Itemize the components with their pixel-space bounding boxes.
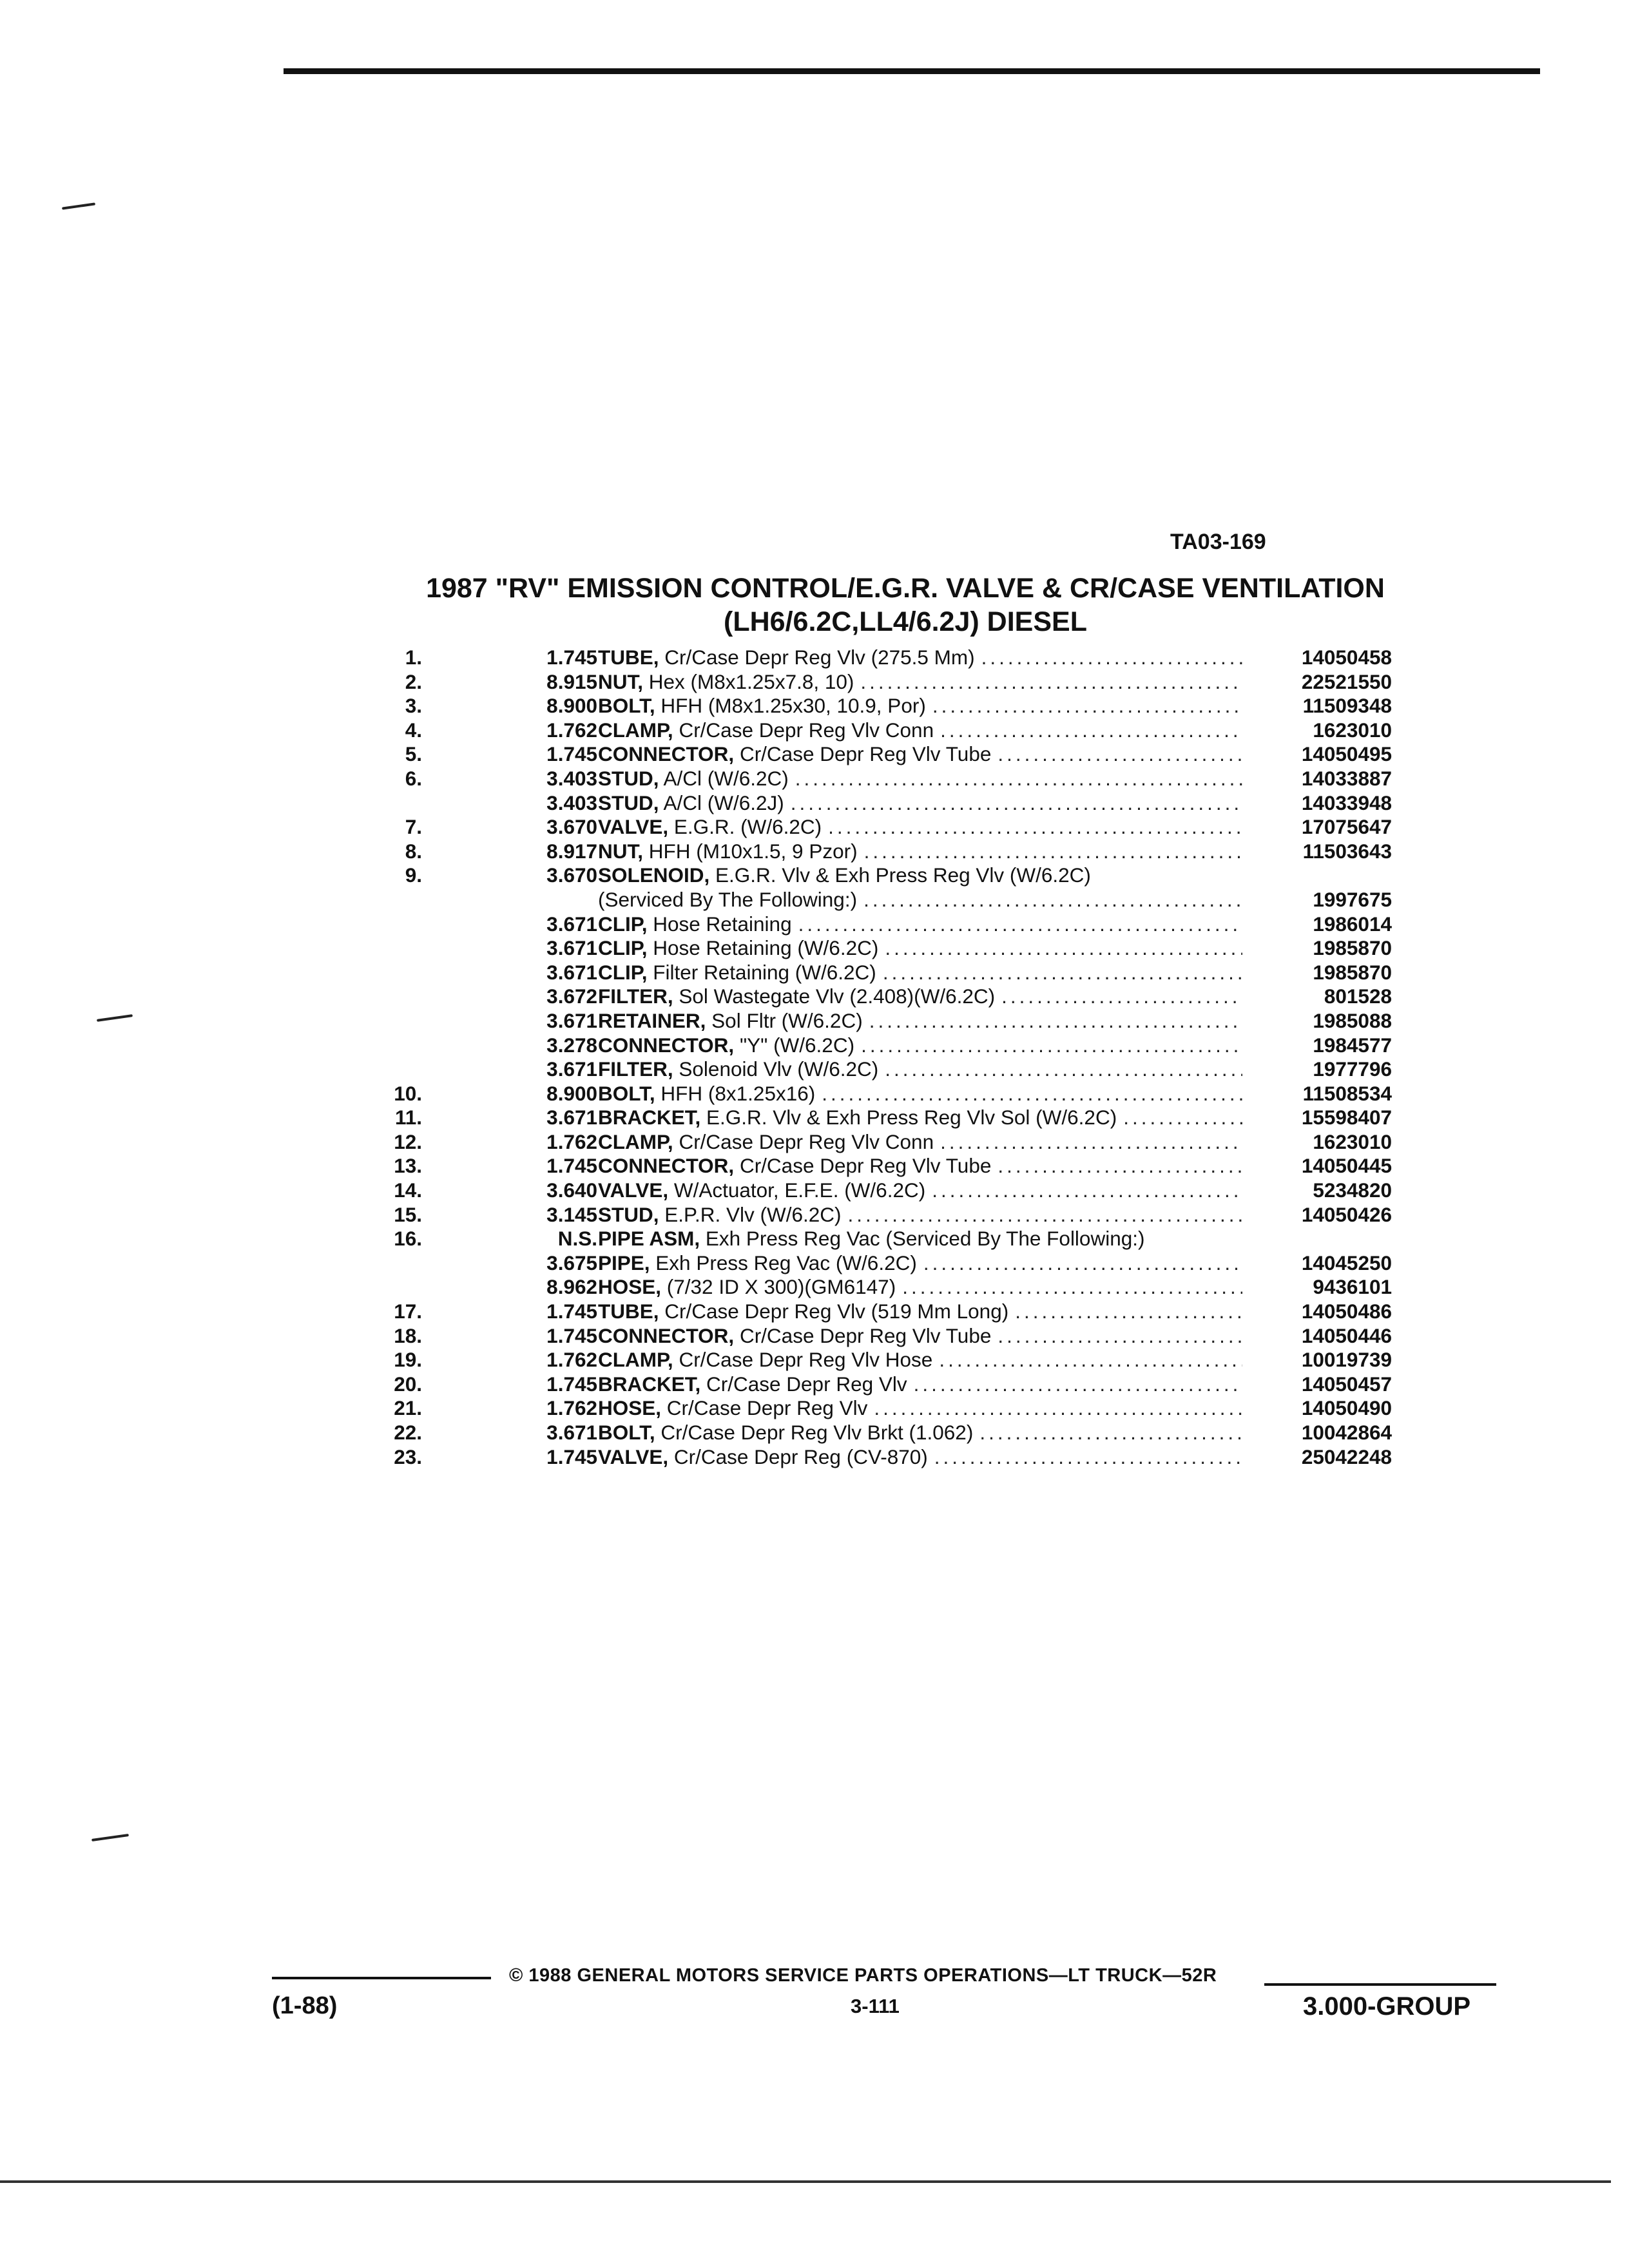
part-description [598,1009,1242,1033]
part-number: 15598407 [1301,1106,1392,1129]
part-description [598,1106,1242,1130]
item-number: 20. [394,1372,422,1396]
part-name: CLIP, [598,912,648,936]
part-name: CONNECTOR, [598,742,735,766]
group-number: 1.745 [546,742,597,766]
dot-leader [815,1082,1242,1106]
part-description [598,718,1242,743]
group-number: 3.278 [546,1033,597,1057]
item-number: 22. [394,1421,422,1444]
parts-row [361,1275,1392,1300]
dot-leader [928,1445,1242,1470]
part-detail: Exh Press Reg Vac (Serviced By The Following:) [700,1227,1145,1251]
dot-leader [934,718,1242,743]
part-number: 1985088 [1313,1008,1392,1032]
item-number: 15. [394,1202,422,1226]
part-description [598,985,1242,1009]
group-number: 3.671 [546,1057,597,1081]
parts-row [361,936,1392,961]
dot-leader [975,646,1242,670]
part-detail: Hose Retaining (W/6.2C) [647,936,879,960]
group-number: 3.403 [546,791,597,814]
parts-row [361,1445,1392,1470]
part-detail: Exh Press Reg Vac (W/6.2C) [650,1251,917,1274]
part-number: 14033948 [1301,791,1392,814]
parts-row [361,1348,1392,1372]
part-name: PIPE, [598,1251,650,1274]
part-number: 14050495 [1301,742,1392,766]
part-description [598,1227,1242,1251]
dot-leader [1117,1106,1242,1130]
part-name: NUT, [598,839,643,863]
part-name: BOLT, [598,1421,655,1444]
parts-row [361,985,1392,1009]
part-description [598,1057,1242,1082]
parts-row [361,1396,1392,1421]
parts-row [361,791,1392,816]
part-detail: Cr/Case Depr Reg Vlv Conn [673,1129,934,1153]
item-number: 7. [405,815,422,839]
part-detail: E.G.R. Vlv & Exh Press Reg Vlv Sol (W/6.2C) [700,1106,1117,1129]
dot-leader [907,1372,1242,1397]
group-number: 1.762 [546,718,597,742]
item-number: 3. [405,694,422,718]
group-number: 3.670 [546,863,597,887]
dot-leader [863,1009,1242,1033]
part-name: CONNECTOR, [598,1033,735,1057]
part-name: PIPE ASM, [598,1227,700,1251]
part-number: 11508534 [1302,1081,1392,1105]
dot-leader [876,961,1242,985]
dot-leader [789,767,1242,791]
part-detail: "Y" (W/6.2C) [734,1033,855,1057]
dot-leader [841,1203,1242,1227]
dot-leader [1008,1300,1242,1324]
part-number: 14050457 [1301,1372,1392,1396]
part-detail: HFH (8x1.25x16) [655,1081,816,1105]
group-number: 3.675 [546,1251,597,1274]
group-number: 1.762 [546,1129,597,1153]
part-number: 5234820 [1313,1178,1392,1202]
dot-leader [991,1154,1242,1178]
dot-leader [784,791,1242,816]
parts-row [361,767,1392,791]
part-detail: Cr/Case Depr Reg Vlv Tube [734,1323,992,1347]
part-number: 11509348 [1302,694,1392,718]
part-name: VALVE, [598,1445,669,1468]
part-detail: Solenoid Vlv (W/6.2C) [673,1057,879,1081]
part-detail: Cr/Case Depr Reg (CV-870) [668,1445,928,1468]
part-detail: Cr/Case Depr Reg Vlv [700,1372,907,1396]
dot-leader [896,1275,1242,1300]
part-description [598,791,1242,816]
parts-row [361,840,1392,864]
part-detail: E.G.R. (W/6.2C) [668,815,822,839]
part-number: 9436101 [1313,1275,1392,1299]
part-name: TUBE, [598,1300,659,1323]
part-number: 14045250 [1301,1251,1392,1274]
dot-leader [973,1421,1242,1445]
part-name: BOLT, [598,1081,655,1105]
parts-row [361,1106,1392,1130]
footer-copyright: © 1988 GENERAL MOTORS SERVICE PARTS OPERATIONS—LT TRUCK—52R [509,1965,1217,1986]
part-detail: W/Actuator, E.F.E. (W/6.2C) [668,1178,926,1202]
part-description [598,1033,1242,1058]
group-number: 1.745 [546,1154,597,1178]
part-detail: E.G.R. Vlv & Exh Press Reg Vlv (W/6.2C) [709,863,1091,887]
part-detail: HFH (M8x1.25x30, 10.9, Por) [655,694,926,718]
parts-row [361,1372,1392,1397]
parts-row [361,1251,1392,1276]
parts-row [361,1178,1392,1203]
group-number: 1.745 [546,1323,597,1347]
part-description [598,670,1242,695]
item-number: 12. [394,1129,422,1153]
group-number: 1.762 [546,1396,597,1420]
parts-row [361,888,1392,912]
parts-row [361,1203,1392,1227]
group-number: 3.671 [546,960,597,984]
part-number: 14050458 [1301,646,1392,669]
part-detail: Sol Wastegate Vlv (2.408)(W/6.2C) [673,985,996,1008]
footer-date: (1-88) [272,1992,338,2019]
part-description [598,767,1242,791]
part-number: 14050446 [1301,1323,1392,1347]
part-number: 14050426 [1301,1202,1392,1226]
parts-row [361,1421,1392,1445]
parts-row [361,912,1392,937]
part-description [598,888,1242,912]
part-name: SOLENOID, [598,863,710,887]
part-description [598,1130,1242,1155]
group-number: 1.745 [546,646,597,669]
item-number: 21. [394,1396,422,1420]
part-number: 14050445 [1301,1154,1392,1178]
dot-leader [854,1033,1242,1058]
part-detail: Hex (M8x1.25x7.8, 10) [643,669,854,693]
group-number: 8.900 [546,1081,597,1105]
part-name: CONNECTOR, [598,1323,735,1347]
part-number: 801528 [1324,985,1392,1008]
part-description [598,1251,1242,1276]
group-number: 3.671 [546,936,597,960]
group-number: 3.403 [546,766,597,790]
part-detail: Cr/Case Depr Reg Vlv Tube [734,1154,992,1178]
part-description [598,840,1242,864]
dot-leader [917,1251,1242,1276]
group-number: 8.915 [546,669,597,693]
part-description [598,815,1242,840]
part-detail: HFH (M10x1.5, 9 Pzor) [643,839,858,863]
parts-row [361,1227,1392,1251]
part-number: 11503643 [1302,839,1392,863]
dot-leader [867,1396,1242,1421]
part-description [598,646,1242,670]
parts-row [361,1033,1392,1058]
dot-leader [995,985,1242,1009]
dot-leader [822,815,1242,840]
group-number: 8.962 [546,1275,597,1299]
part-name: TUBE, [598,646,659,669]
item-number: 5. [405,742,422,766]
part-name: CLAMP, [598,1129,673,1153]
part-detail: A/Cl (W/6.2J) [659,791,784,814]
item-number: 4. [405,718,422,742]
part-detail: Cr/Case Depr Reg Vlv Conn [673,718,934,742]
part-number: 1997675 [1313,887,1392,911]
parts-row [361,1082,1392,1106]
part-detail: Cr/Case Depr Reg Vlv (275.5 Mm) [659,646,975,669]
item-number: 6. [405,766,422,790]
dot-leader [878,936,1242,961]
footer-rule-left [272,1977,491,1979]
part-number: 10042864 [1301,1421,1392,1444]
part-detail: Cr/Case Depr Reg Vlv [661,1396,868,1420]
dot-leader [925,1178,1242,1203]
parts-row [361,961,1392,985]
group-number: 3.671 [546,1008,597,1032]
group-number: 1.762 [546,1348,597,1372]
part-name: STUD, [598,791,659,814]
part-number: 1985870 [1313,960,1392,984]
part-number: 25042248 [1301,1445,1392,1468]
part-name: HOSE, [598,1275,662,1299]
dot-leader [857,888,1242,912]
item-number: 1. [405,646,422,669]
part-name: FILTER, [598,1057,673,1081]
group-number: 3.671 [546,1106,597,1129]
part-number: 1623010 [1313,718,1392,742]
scan-mark [92,1834,129,1841]
part-name: CLIP, [598,936,648,960]
group-number: 3.672 [546,985,597,1008]
dot-leader [991,1324,1242,1349]
item-number: 16. [394,1227,422,1251]
parts-row [361,815,1392,840]
part-detail: Cr/Case Depr Reg Vlv Brkt (1.062) [655,1421,974,1444]
parts-row [361,863,1392,888]
dot-leader [934,1130,1242,1155]
item-number: 19. [394,1348,422,1372]
part-description [598,1348,1242,1372]
item-number: 2. [405,669,422,693]
part-name: RETAINER, [598,1008,706,1032]
dot-leader [854,670,1242,695]
group-number: 1.745 [546,1300,597,1323]
part-description [598,1275,1242,1300]
part-description [598,863,1242,888]
part-name: FILTER, [598,985,673,1008]
part-detail: Cr/Case Depr Reg Vlv Hose [673,1348,933,1372]
footer-rule-right [1264,1983,1496,1986]
part-detail: (Serviced By The Following:) [598,887,858,911]
part-detail: E.P.R. Vlv (W/6.2C) [659,1202,842,1226]
part-number: 1623010 [1313,1129,1392,1153]
reference-code: TA03-169 [1170,530,1266,554]
item-number: 17. [394,1300,422,1323]
group-number: 3.671 [546,1421,597,1444]
part-description [598,961,1242,985]
part-number: 17075647 [1301,815,1392,839]
part-name: CLIP, [598,960,648,984]
part-name: HOSE, [598,1396,662,1420]
part-detail: Sol Fltr (W/6.2C) [706,1008,863,1032]
part-name: VALVE, [598,1178,669,1202]
item-number: 13. [394,1154,422,1178]
dot-leader [991,742,1242,767]
parts-row [361,1154,1392,1178]
part-name: STUD, [598,1202,659,1226]
group-number: 1.745 [546,1445,597,1468]
parts-row [361,1130,1392,1155]
part-name: STUD, [598,766,659,790]
part-description [598,1421,1242,1445]
group-number: 3.670 [546,815,597,839]
part-number: 22521550 [1301,669,1392,693]
part-detail: Hose Retaining [647,912,792,936]
scan-mark [97,1014,133,1022]
part-number: 1986014 [1313,912,1392,936]
item-number: 18. [394,1323,422,1347]
group-number: 8.917 [546,839,597,863]
item-number: 11. [394,1106,422,1129]
item-number: 9. [405,863,422,887]
item-number: 23. [394,1445,422,1468]
part-number: 14050490 [1301,1396,1392,1420]
parts-row [361,742,1392,767]
part-number: 10019739 [1301,1348,1392,1372]
dot-leader [932,1348,1242,1372]
parts-row [361,1009,1392,1033]
parts-row [361,1300,1392,1324]
part-name: CLAMP, [598,1348,673,1372]
dot-leader [858,840,1242,864]
part-description [598,742,1242,767]
group-number: 3.671 [546,912,597,936]
part-description [598,1203,1242,1227]
part-description [598,694,1242,718]
parts-row [361,1057,1392,1082]
part-name: NUT, [598,669,643,693]
group-number: 8.900 [546,694,597,718]
page-number: 3-111 [851,1995,900,2017]
part-number: 14033887 [1301,766,1392,790]
parts-row [361,670,1392,695]
part-description [598,1082,1242,1106]
part-detail: (7/32 ID X 300)(GM6147) [661,1275,896,1299]
part-number: 1985870 [1313,936,1392,960]
part-description [598,1324,1242,1349]
part-name: CONNECTOR, [598,1154,735,1178]
footer-group: 3.000-GROUP [1303,1992,1471,2021]
part-detail: A/Cl (W/6.2C) [659,766,789,790]
part-name: BRACKET, [598,1106,701,1129]
part-number: 1984577 [1313,1033,1392,1057]
dot-leader [926,694,1242,718]
scan-mark [62,202,95,209]
page-subtitle: (LH6/6.2C,LL4/6.2J) DIESEL [724,606,1087,637]
dot-leader [878,1057,1242,1082]
parts-row [361,646,1392,670]
part-name: VALVE, [598,815,669,839]
part-description [598,936,1242,961]
part-description [598,1396,1242,1421]
item-number: 14. [394,1178,422,1202]
parts-row [361,1324,1392,1349]
parts-row [361,718,1392,743]
group-number: 3.640 [546,1178,597,1202]
dot-leader [792,912,1242,937]
part-description [598,912,1242,937]
item-number: 8. [405,839,422,863]
part-description [598,1372,1242,1397]
part-description [598,1445,1242,1470]
part-name: BOLT, [598,694,655,718]
page-title: 1987 "RV" EMISSION CONTROL/E.G.R. VALVE & CR/CASE VENTILATION [426,573,1385,604]
group-number: 3.145 [546,1202,597,1226]
group-number: N.S. [557,1227,597,1251]
bottom-rule [0,2180,1611,2183]
part-number: 14050486 [1301,1300,1392,1323]
part-description [598,1300,1242,1324]
part-name: CLAMP, [598,718,673,742]
parts-row [361,694,1392,718]
item-number: 10. [394,1081,422,1105]
part-description [598,1154,1242,1178]
part-detail: Cr/Case Depr Reg Vlv Tube [734,742,992,766]
parts-list [361,646,1392,1469]
part-name: BRACKET, [598,1372,701,1396]
part-number: 1977796 [1313,1057,1392,1081]
top-rule [284,68,1540,74]
part-detail: Cr/Case Depr Reg Vlv (519 Mm Long) [659,1300,1009,1323]
group-number: 1.745 [546,1372,597,1396]
part-detail: Filter Retaining (W/6.2C) [647,960,876,984]
part-description [598,1178,1242,1203]
